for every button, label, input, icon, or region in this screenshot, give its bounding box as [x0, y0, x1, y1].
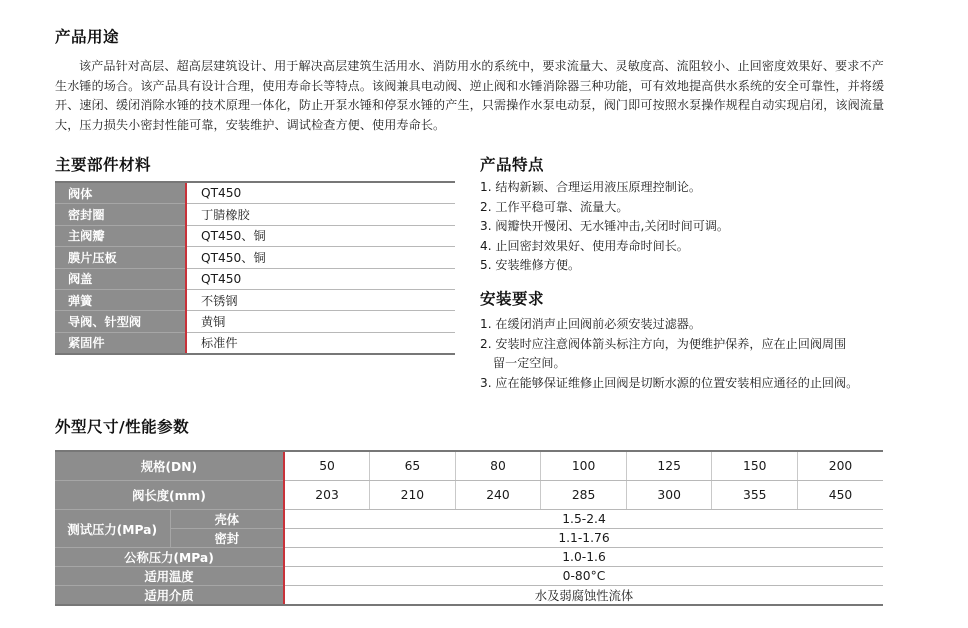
features-title: 产品特点 [480, 156, 545, 174]
table-row [55, 204, 455, 225]
table-row [55, 586, 883, 606]
part-material: 标准件 [186, 332, 455, 354]
install-title: 安装要求 [480, 290, 545, 308]
part-material: 丁腈橡胶 [186, 204, 455, 225]
spec-title: 外型尺寸/性能参数 [55, 418, 190, 436]
seal-value: 1.1-1.76 [284, 529, 883, 548]
dn-value: 200 [798, 451, 883, 481]
table-row [55, 510, 883, 529]
table-row [55, 289, 455, 310]
medium-label: 适用介质 [55, 586, 284, 606]
part-name: 导阀、针型阀 [55, 311, 186, 332]
table-row [55, 247, 455, 268]
materials-title: 主要部件材料 [55, 156, 152, 174]
nominal-pressure-value: 1.0-1.6 [284, 548, 883, 567]
medium-value: 水及弱腐蚀性流体 [284, 586, 883, 606]
dn-value: 65 [370, 451, 456, 481]
length-value: 355 [712, 481, 798, 510]
table-row [55, 225, 455, 246]
part-name: 紧固件 [55, 332, 186, 354]
table-row [55, 182, 455, 204]
table-row [55, 548, 883, 567]
length-label: 阀长度(mm) [55, 481, 284, 510]
part-material: QT450、铜 [186, 225, 455, 246]
part-material: QT450 [186, 268, 455, 289]
part-name: 阀体 [55, 182, 186, 204]
usage-text: 该产品针对高层、超高层建筑设计、用于解决高层建筑生活用水、消防用水的系统中，要求流量大、灵敏度高、流阻较小、止回密度效果好、要求不产生水锤的场合。该产品具有设计合理，使用寿命长等特点。该阀兼具电动阀、逆止阀和水锤消除器三种功能，可有效地提高供水系统的安全可靠性，并将缓开、速闭、缓闭消除水锤的技术原理一体化，防止开泵水锤和停泵水锤的产生，只需操作水泵电动泵，阀门即可按照水泵操作规程自动实现启闭，该阀流量大，压力损失小密封性能可靠，安装维护、调试检查方便、使用寿命长。 [55, 59, 885, 133]
dn-value: 50 [284, 451, 370, 481]
table-row [55, 268, 455, 289]
length-value: 210 [370, 481, 456, 510]
list-item: 1. 在缓闭消声止回阀前必须安装过滤器。 [480, 317, 701, 331]
dn-label: 规格(DN) [55, 451, 284, 481]
list-item: 2. 工作平稳可靠、流量大。 [480, 199, 629, 214]
list-item-line: 留一定空间。 [493, 356, 566, 371]
length-value: 450 [798, 481, 883, 510]
list-item [480, 335, 858, 374]
features-list [480, 178, 729, 276]
materials-table [55, 181, 455, 355]
shell-value: 1.5-2.4 [284, 510, 883, 529]
usage-title: 产品用途 [55, 28, 120, 46]
part-material: QT450 [186, 182, 455, 204]
part-material: 黄铜 [186, 311, 455, 332]
install-list [480, 315, 858, 393]
table-row [55, 529, 883, 548]
list-item: 1. 结构新颖、合理运用液压原理控制论。 [480, 180, 701, 194]
part-name: 膜片压板 [55, 247, 186, 268]
spec-table [55, 450, 883, 606]
temperature-label: 适用温度 [55, 567, 284, 586]
list-item: 3. 阀瓣快开慢闭、无水锤冲击,关闭时间可调。 [480, 219, 730, 234]
table-row [55, 311, 455, 332]
part-name: 主阀瓣 [55, 225, 186, 246]
dn-value: 100 [541, 451, 627, 481]
dn-value: 125 [626, 451, 712, 481]
temperature-value: 0-80°C [284, 567, 883, 586]
dn-value: 150 [712, 451, 798, 481]
table-row [55, 481, 883, 510]
test-pressure-label: 测试压力(MPa) [55, 510, 170, 548]
part-name: 密封圈 [55, 204, 186, 225]
nominal-pressure-label: 公称压力(MPa) [55, 548, 284, 567]
table-row [55, 451, 883, 481]
dn-value: 80 [455, 451, 541, 481]
part-name: 阀盖 [55, 268, 186, 289]
shell-label: 壳体 [170, 510, 284, 529]
usage-paragraph [55, 57, 890, 136]
list-item: 4. 止回密封效果好、使用寿命时间长。 [480, 238, 689, 253]
list-item: 5. 安装维修方便。 [480, 258, 581, 273]
length-value: 240 [455, 481, 541, 510]
seal-label: 密封 [170, 529, 284, 548]
part-material: 不锈钢 [186, 289, 455, 310]
list-item: 3. 应在能够保证维修止回阀是切断水源的位置安装相应通径的止回阀。 [480, 375, 859, 390]
length-value: 285 [541, 481, 627, 510]
part-material: QT450、铜 [186, 247, 455, 268]
length-value: 300 [626, 481, 712, 510]
list-item-line: 2. 安装时应注意阀体箭头标注方向，为便维护保养，应在止回阀周围 [480, 336, 847, 351]
table-row [55, 567, 883, 586]
table-row [55, 332, 455, 354]
part-name: 弹簧 [55, 289, 186, 310]
length-value: 203 [284, 481, 370, 510]
